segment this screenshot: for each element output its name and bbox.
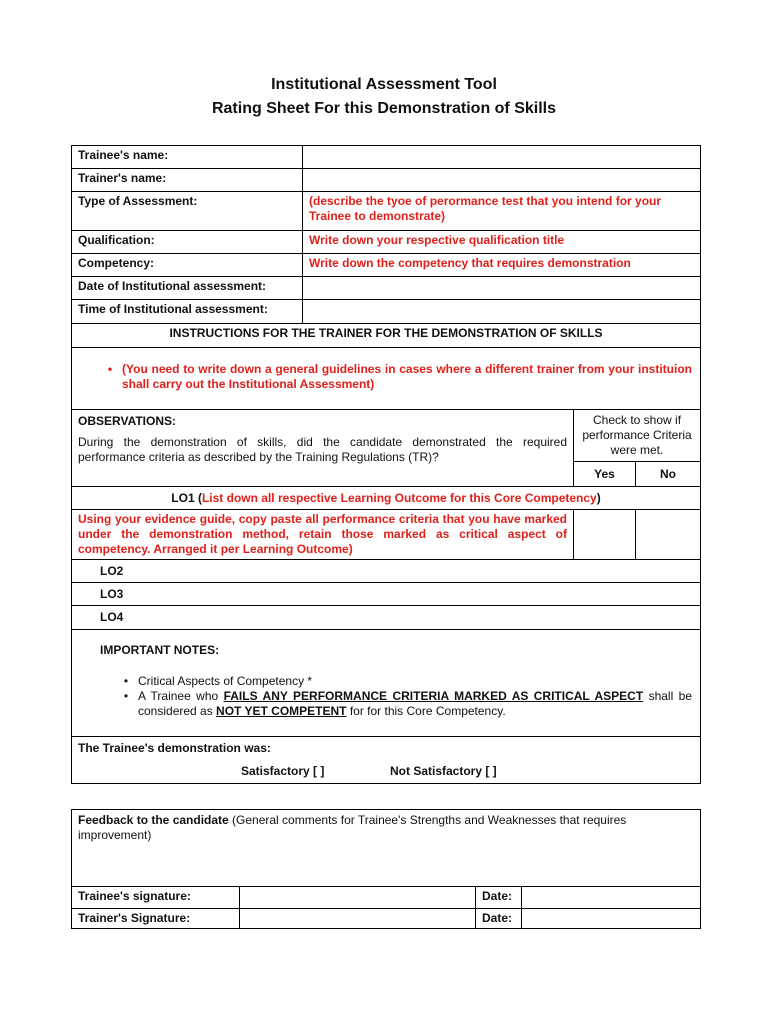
bullet-icon: • <box>107 362 113 376</box>
yes-header: Yes <box>574 462 636 487</box>
check-header: Check to show if performance Criteria were met. <box>574 410 701 462</box>
assessment-type-row <box>72 192 701 231</box>
important-notes-row <box>72 630 701 737</box>
trainer-signature-label: Trainer's Signature: <box>72 909 240 929</box>
lo2-label: LO2 <box>72 560 701 583</box>
trainer-name-row <box>72 169 701 192</box>
trainer-signature-row <box>72 909 701 929</box>
bullet-icon: • <box>123 674 129 688</box>
trainee-name-label: Trainee's name: <box>72 146 303 169</box>
competency-label: Competency: <box>72 254 303 277</box>
trainer-name-field[interactable] <box>303 169 701 192</box>
trainer-date-label: Date: <box>476 909 522 929</box>
trainer-name-label: Trainer's name: <box>72 169 303 192</box>
note-item-2 <box>114 689 692 719</box>
lo3-row <box>72 583 701 606</box>
lo4-row <box>72 606 701 630</box>
note-2-part-e: for for this Core Competency. <box>346 704 506 718</box>
document-subtitle: Rating Sheet For this Demonstration of Skills <box>211 100 557 117</box>
lo1-heading <box>72 487 701 510</box>
lo2-row <box>72 560 701 583</box>
note-2-part-c: shall be considered as <box>138 689 692 718</box>
instructions-body-row <box>72 348 701 410</box>
feedback-cell[interactable] <box>72 810 701 887</box>
lo1-row <box>72 487 701 510</box>
assessment-time-label: Time of Institutional assessment: <box>72 300 303 324</box>
result-cell <box>72 737 701 784</box>
observations-heading: OBSERVATIONS: <box>78 414 177 428</box>
trainee-name-row <box>72 146 701 169</box>
lo1-yes-checkbox[interactable] <box>574 510 636 560</box>
lo4-label: LO4 <box>72 606 701 630</box>
lo1-suffix: ) <box>596 490 601 505</box>
assessment-type-label: Type of Assessment: <box>72 192 303 231</box>
bullet-icon: • <box>123 689 129 703</box>
important-notes-heading: IMPORTANT NOTES: <box>100 643 220 657</box>
competency-row <box>72 254 701 277</box>
trainee-date-field[interactable] <box>522 887 701 909</box>
qualification-value[interactable]: Write down your respective qualification title <box>303 231 701 254</box>
note-1-text: Critical Aspects of Competency * <box>138 674 313 688</box>
assessment-date-field[interactable] <box>303 277 701 300</box>
lo1-instruction: List down all respective Learning Outcome for this Core Competency <box>201 490 597 505</box>
trainer-date-field[interactable] <box>522 909 701 929</box>
instructions-heading: INSTRUCTIONS FOR THE TRAINER FOR THE DEMONSTRATION OF SKILLS <box>72 324 701 348</box>
feedback-label: Feedback to the candidate <box>78 813 229 827</box>
lo1-criteria-row <box>72 510 701 560</box>
no-header: No <box>636 462 701 487</box>
instruction-text[interactable]: (You need to write down a general guidelines in cases where a different trainer from your instituion shall carry out the Institutional Assessment) <box>122 362 693 391</box>
lo3-label: LO3 <box>72 583 701 606</box>
feedback-instructions: (General comments for Trainee's Strengths and Weaknesses that requires improvement) <box>78 813 627 842</box>
assessment-time-field[interactable] <box>303 300 701 324</box>
assessment-type-value[interactable]: (describe the tyoe of perormance test that you intend for your Trainee to demonstrate) <box>303 192 701 231</box>
document-title: Institutional Assessment Tool <box>271 76 497 93</box>
observations-cell <box>72 410 574 487</box>
result-row <box>72 737 701 784</box>
not-satisfactory-option[interactable]: Not Satisfactory [ ] <box>390 764 497 778</box>
lo1-prefix: LO1 ( <box>171 490 202 505</box>
note-2-text <box>138 689 692 719</box>
assessment-time-row <box>72 300 701 324</box>
trainee-signature-field[interactable] <box>240 887 476 909</box>
observations-question: During the demonstration of skills, did the candidate demonstrated the required performance criteria as described by the Training Regulations (TR)? <box>78 435 567 464</box>
assessment-date-row <box>72 277 701 300</box>
feedback-row <box>72 810 701 887</box>
instructions-heading-row <box>72 324 701 348</box>
competency-value[interactable]: Write down the competency that requires demonstration <box>303 254 701 277</box>
lo1-criteria-text[interactable]: Using your evidence guide, copy paste all performance criteria that you have marked under the demonstration method, retain those marked as critical aspect of competency. Arranged it per Learning Outcome) <box>72 510 574 560</box>
qualification-row <box>72 231 701 254</box>
trainee-date-label: Date: <box>476 887 522 909</box>
trainer-signature-field[interactable] <box>240 909 476 929</box>
note-2-emphasis: FAILS ANY PERFORMANCE CRITERIA MARKED AS CRITICAL ASPECT <box>223 689 644 703</box>
note-item-1 <box>114 674 692 689</box>
result-options <box>78 764 694 779</box>
instructions-body <box>72 348 701 410</box>
important-notes-cell <box>72 630 701 737</box>
instruction-bullet <box>98 362 692 392</box>
rating-table <box>71 145 701 784</box>
note-2-part-a: A Trainee who <box>138 689 224 703</box>
trainee-signature-row <box>72 887 701 909</box>
qualification-label: Qualification: <box>72 231 303 254</box>
feedback-table <box>71 809 701 929</box>
trainee-name-field[interactable] <box>303 146 701 169</box>
lo1-no-checkbox[interactable] <box>636 510 701 560</box>
assessment-date-label: Date of Institutional assessment: <box>72 277 303 300</box>
trainee-signature-label: Trainee's signature: <box>72 887 240 909</box>
satisfactory-option[interactable]: Satisfactory [ ] <box>241 764 325 778</box>
not-yet-competent-text: NOT YET COMPETENT <box>216 704 347 718</box>
observations-row <box>72 410 701 462</box>
result-heading: The Trainee's demonstration was: <box>78 741 271 755</box>
